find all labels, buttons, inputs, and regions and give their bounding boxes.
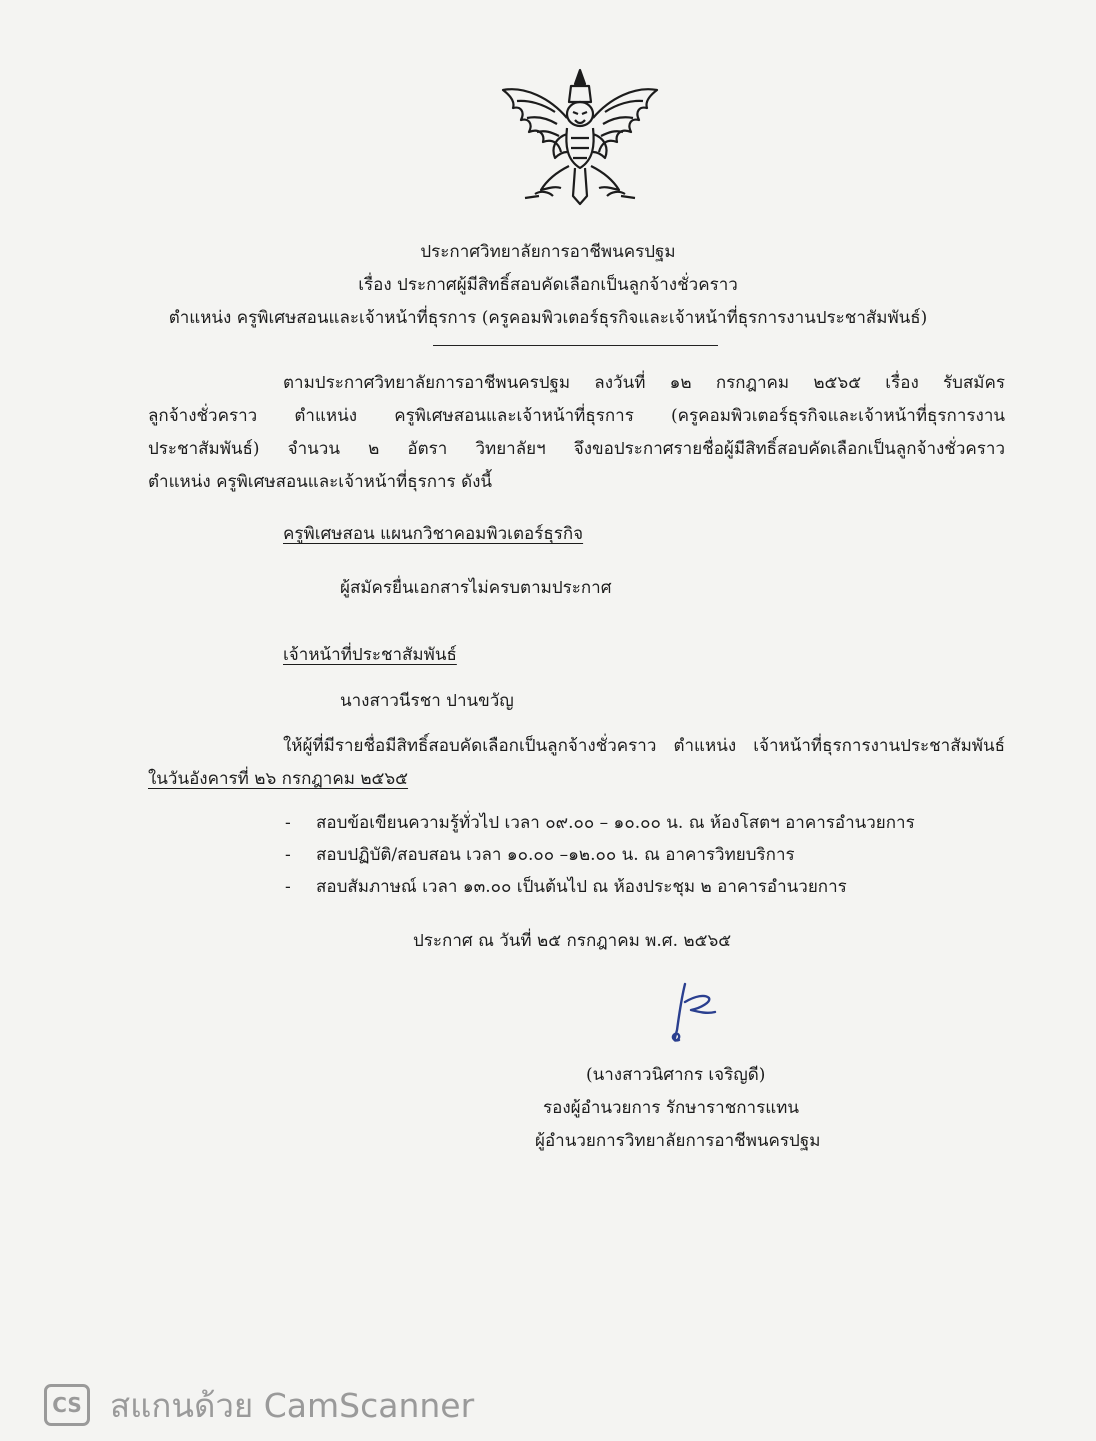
signatory-name: (นางสาวนิศากร เจริญดี) xyxy=(586,1065,766,1085)
garuda-emblem-icon xyxy=(495,68,665,208)
intro-line-4: ตำแหน่ง ครูพิเศษสอนและเจ้าหน้าที่ธุรการ ดังนี้ xyxy=(148,472,493,492)
announcement-date: ประกาศ ณ วันที่ ๒๕ กรกฎาคม พ.ศ. ๒๕๖๕ xyxy=(413,931,732,951)
exam-date: ในวันอังคารที่ ๒๖ กรกฎาคม ๒๕๖๕ xyxy=(148,769,409,789)
header-subject: เรื่อง ประกาศผู้มีสิทธิ์สอบคัดเลือกเป็นลูกจ้างชั่วคราว xyxy=(358,275,738,295)
section-heading-pr-officer: เจ้าหน้าที่ประชาสัมพันธ์ xyxy=(283,645,457,665)
intro-line-1: ตามประกาศวิทยาลัยการอาชีพนครปฐม ลงวันที่ ๑๒ กรกฎาคม ๒๕๖๕ เรื่อง รับสมัคร xyxy=(283,373,1005,393)
exam-item-practical: สอบปฏิบัติ/สอบสอน เวลา ๑๐.๐๐ –๑๒.๐๐ น. ณ อาคารวิทยบริการ xyxy=(316,845,795,865)
header-position: ตำแหน่ง ครูพิเศษสอนและเจ้าหน้าที่ธุรการ (ครูคอมพิวเตอร์ธุรกิจและเจ้าหน้าที่ธุรการงานประชาสัมพันธ์) xyxy=(168,308,928,328)
intro-line-2: ลูกจ้างชั่วคราว ตำแหน่ง ครูพิเศษสอนและเจ้าหน้าที่ธุรการ (ครูคอมพิวเตอร์ธุรกิจและเจ้าหน้าที่ธุรการงาน xyxy=(148,406,1005,426)
list-bullet: - xyxy=(285,813,291,833)
exam-item-written: สอบข้อเขียนความรู้ทั่วไป เวลา ๐๙.๐๐ – ๑๐.๐๐ น. ณ ห้องโสตฯ อาคารอำนวยการ xyxy=(316,813,915,833)
camscanner-text: สแกนด้วย CamScanner xyxy=(110,1386,475,1425)
camscanner-logo-icon: CS xyxy=(44,1384,90,1426)
list-bullet: - xyxy=(285,877,291,897)
list-bullet: - xyxy=(285,845,291,865)
exam-item-interview: สอบสัมภาษณ์ เวลา ๑๓.๐๐ เป็นต้นไป ณ ห้องประชุม ๒ อาคารอำนวยการ xyxy=(316,877,847,897)
section-heading-teacher: ครูพิเศษสอน แผนกวิชาคอมพิวเตอร์ธุรกิจ xyxy=(283,524,584,544)
exam-intro: ให้ผู้ที่มีรายชื่อมีสิทธิ์สอบคัดเลือกเป็นลูกจ้างชั่วคราว ตำแหน่ง เจ้าหน้าที่ธุรการงานประชาสัมพันธ์ xyxy=(283,736,1005,756)
handwritten-signature-icon xyxy=(655,980,725,1050)
candidate-name: นางสาวนีรชา ปานขวัญ xyxy=(340,691,514,711)
signatory-title-1: รองผู้อำนวยการ รักษาราชการแทน xyxy=(543,1098,800,1118)
section-detail-teacher: ผู้สมัครยื่นเอกสารไม่ครบตามประกาศ xyxy=(340,578,612,598)
header-title: ประกาศวิทยาลัยการอาชีพนครปฐม xyxy=(420,242,676,262)
signatory-title-2: ผู้อำนวยการวิทยาลัยการอาชีพนครปฐม xyxy=(535,1131,821,1151)
header-divider xyxy=(433,345,718,346)
intro-line-3: ประชาสัมพันธ์) จำนวน ๒ อัตรา วิทยาลัยฯ จึงขอประกาศรายชื่อผู้มีสิทธิ์สอบคัดเลือกเป็นลูกจ้างชั่วคราว xyxy=(148,439,1005,459)
